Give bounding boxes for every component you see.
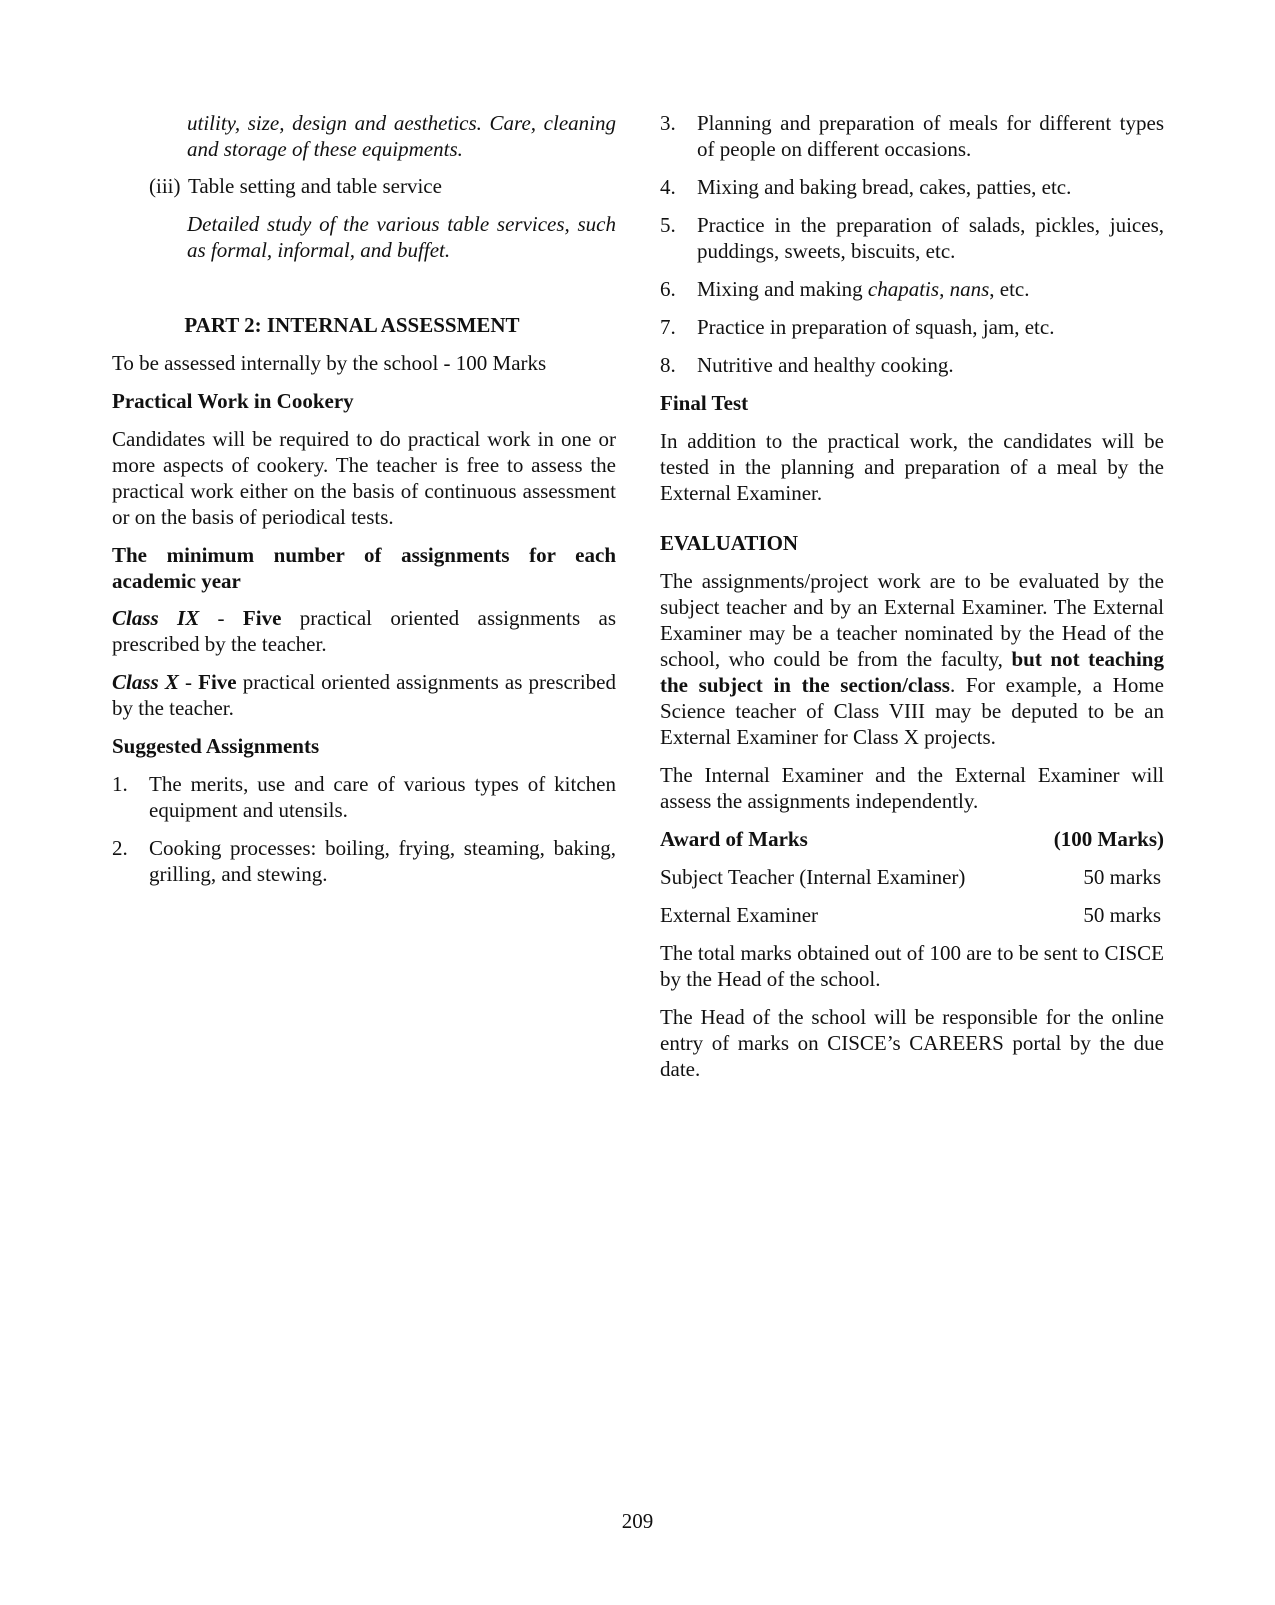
practical-work-heading: Practical Work in Cookery <box>112 389 354 413</box>
list-item <box>660 110 1164 162</box>
final-test-heading: Final Test <box>660 391 749 415</box>
list-text: Practice in preparation of squash, jam, etc. <box>697 315 1055 339</box>
evaluation-paragraph <box>660 568 1164 750</box>
list-item <box>112 771 616 823</box>
minimum-assignments-heading: The minimum number of assignments for each academic year <box>112 543 616 593</box>
final-test-paragraph: In addition to the practical work, the candidates will be tested in the planning and preparation of a meal by the External Examiner. <box>660 429 1164 505</box>
list-item <box>660 276 1164 302</box>
award-label: Award of Marks <box>660 827 808 851</box>
list-text: Practice in the preparation of salads, pickles, juices, puddings, sweets, biscuits, etc. <box>697 213 1164 263</box>
list-text: Mixing and baking bread, cakes, patties, etc. <box>697 175 1072 199</box>
list-item <box>660 352 1164 378</box>
left-column <box>112 110 616 887</box>
class-ix-rest: practical oriented assignments as prescribed by the teacher. <box>112 606 616 656</box>
list-text: Cooking processes: boiling, frying, steaming, baking, grilling, and stewing. <box>149 836 616 886</box>
list-item <box>112 835 616 887</box>
evaluation-text-before: The assignments/project work are to be evaluated by the subject teacher and by an External Examiner. The External Examiner may be a teacher nominated by the Head of the school, who could be from the faculty, <box>660 569 1164 671</box>
total-marks-paragraph: The total marks obtained out of 100 are to be sent to CISCE by the Head of the school. <box>660 941 1164 991</box>
marks-row-label: External Examiner <box>660 903 819 927</box>
evaluation-text-bold: but not teaching the subject in the section/class <box>660 647 1164 697</box>
class-x-dash: - <box>178 670 199 694</box>
class-x-rest: practical oriented assignments as prescribed by the teacher. <box>112 670 616 720</box>
class-ix-paragraph <box>112 605 616 657</box>
list-number: 3. <box>660 111 676 135</box>
marks-row-value: 50 marks <box>1083 903 1161 927</box>
class-ix-dash: - <box>199 606 243 630</box>
class-ix-count: Five <box>242 606 282 630</box>
item6-after: , etc. <box>989 277 1030 301</box>
marks-row <box>660 902 1164 928</box>
list-item <box>660 314 1164 340</box>
head-of-school-paragraph: The Head of the school will be responsible for the online entry of marks on CISCE’s CAREERS portal by the due date. <box>660 1005 1164 1081</box>
internal-external-paragraph: The Internal Examiner and the External Examiner will assess the assignments independently. <box>660 763 1164 813</box>
internal-assessment-line: To be assessed internally by the school - 100 Marks <box>112 351 547 375</box>
class-x-label: Class X <box>112 670 179 694</box>
evaluation-heading: EVALUATION <box>660 531 799 555</box>
marks-row <box>660 864 1164 890</box>
list-text: The merits, use and care of various types of kitchen equipment and utensils. <box>149 772 616 822</box>
table-service-description: Detailed study of the various table services, such as formal, informal, and buffet. <box>187 212 616 262</box>
suggested-assignments-heading: Suggested Assignments <box>112 734 320 758</box>
list-item <box>660 212 1164 264</box>
practical-work-paragraph: Candidates will be required to do practical work in one or more aspects of cookery. The teacher is free to assess the practical work either on the basis of continuous assessment or on the basis of periodical tests. <box>112 427 616 529</box>
list-number: 7. <box>660 315 676 339</box>
roman-item-iii <box>149 173 616 199</box>
item6-italic: chapatis, nans <box>867 277 990 301</box>
continued-italic-text: utility, size, design and aesthetics. Care, cleaning and storage of these equipments. <box>187 111 616 161</box>
right-column <box>660 110 1164 1082</box>
award-of-marks-row <box>660 826 1164 852</box>
award-total: (100 Marks) <box>1053 827 1164 851</box>
list-number: 2. <box>112 836 128 860</box>
list-number: 1. <box>112 772 128 796</box>
list-text: Planning and preparation of meals for different types of people on different occasions. <box>697 111 1164 161</box>
class-x-paragraph <box>112 669 616 721</box>
list-number: 4. <box>660 175 676 199</box>
page-number: 209 <box>621 1509 654 1533</box>
list-number: 5. <box>660 213 676 237</box>
list-text: Nutritive and healthy cooking. <box>697 353 954 377</box>
marks-row-value: 50 marks <box>1083 865 1161 889</box>
marks-row-label: Subject Teacher (Internal Examiner) <box>660 865 966 889</box>
part-heading: PART 2: INTERNAL ASSESSMENT <box>184 313 520 337</box>
list-item <box>660 174 1164 200</box>
evaluation-text-after: . For example, a Home Science teacher of Class VIII may be deputed to be an External Examiner for Class X projects. <box>660 673 1164 749</box>
roman-numeral: (iii) <box>149 174 181 198</box>
class-x-count: Five <box>198 670 237 694</box>
list-number: 6. <box>660 277 676 301</box>
item6-before: Mixing and making <box>697 277 868 301</box>
list-number: 8. <box>660 353 676 377</box>
list-text <box>697 276 1164 302</box>
roman-item-title: Table setting and table service <box>188 174 442 198</box>
class-ix-label: Class IX <box>112 606 200 630</box>
